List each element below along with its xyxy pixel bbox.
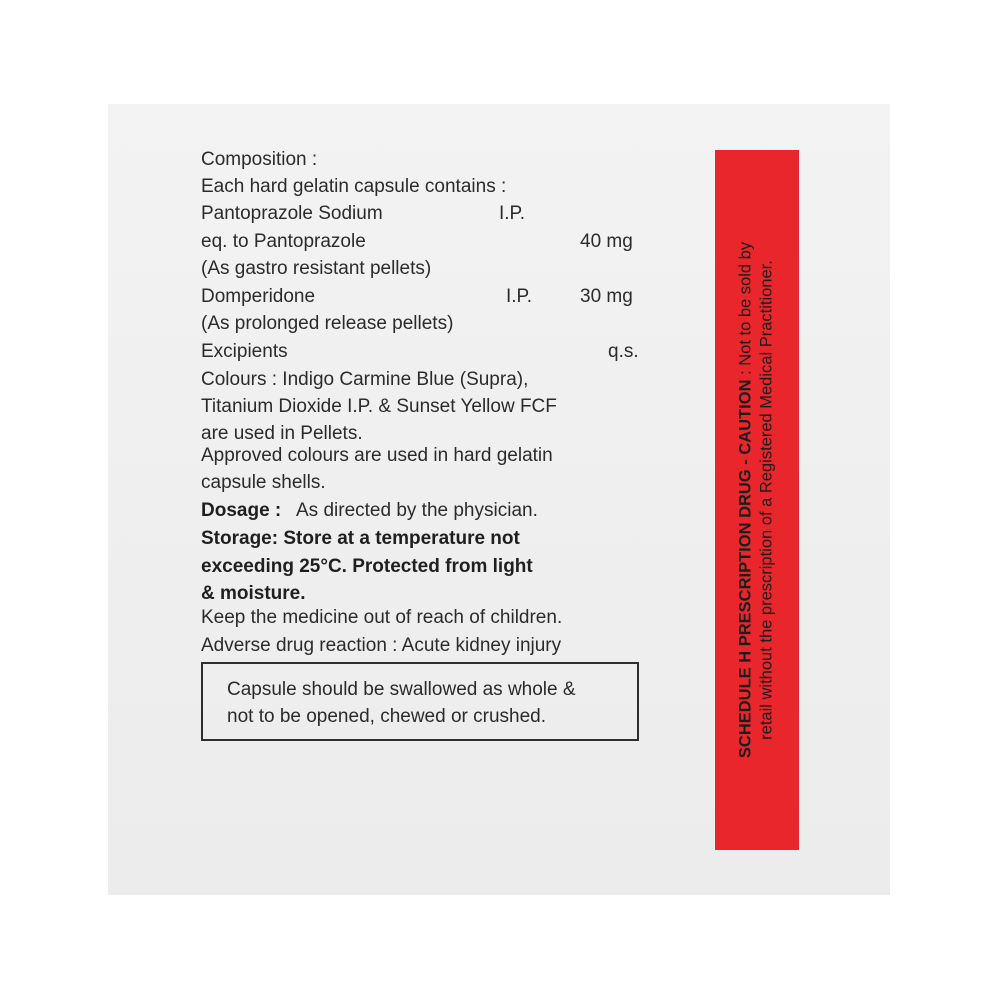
ingredient-grade: I.P.: [506, 286, 533, 307]
schedule-h-warning: [736, 150, 779, 850]
storage-line: & moisture.: [201, 583, 306, 604]
schedule-h-caution: : Not to be sold by: [736, 241, 755, 380]
composition-intro: Each hard gelatin capsule contains :: [201, 176, 507, 197]
ingredient-qty: q.s.: [608, 341, 639, 362]
ingredient-note: (As gastro resistant pellets): [201, 258, 432, 279]
keep-out-of-reach: Keep the medicine out of reach of children.: [201, 607, 563, 628]
storage-line: exceeding 25°C. Protected from light: [201, 556, 533, 577]
capsule-note-line: Capsule should be swallowed as whole &: [227, 679, 576, 700]
schedule-h-title: SCHEDULE H PRESCRIPTION DRUG - CAUTION: [736, 379, 755, 759]
ingredient-qty: 40 mg: [580, 231, 633, 252]
approved-colours-line: capsule shells.: [201, 472, 326, 493]
ingredient-name: Pantoprazole Sodium: [201, 203, 383, 224]
adverse-reaction: Adverse drug reaction : Acute kidney injury: [201, 635, 562, 656]
schedule-h-band: [715, 150, 799, 850]
ingredient-name: Excipients: [201, 341, 288, 362]
ingredient-name: eq. to Pantoprazole: [201, 231, 366, 252]
colours-line: Colours : Indigo Carmine Blue (Supra),: [201, 369, 529, 390]
ingredient-grade: I.P.: [499, 203, 526, 224]
ingredient-qty: 30 mg: [580, 286, 633, 307]
ingredient-note: (As prolonged release pellets): [201, 313, 454, 334]
composition-heading: Composition :: [201, 149, 318, 170]
dosage-text: As directed by the physician.: [296, 500, 538, 521]
dosage-label: Dosage :: [201, 500, 282, 521]
capsule-note-line: not to be opened, chewed or crushed.: [227, 706, 547, 727]
approved-colours-line: Approved colours are used in hard gelatin: [201, 445, 553, 466]
storage-line: Storage: Store at a temperature not: [201, 528, 520, 549]
colours-line: Titanium Dioxide I.P. & Sunset Yellow FCF: [201, 396, 557, 417]
colours-line: are used in Pellets.: [201, 423, 363, 444]
schedule-h-caution-line2: retail without the prescription of a Registered Medical Practitioner.: [758, 260, 776, 740]
capsule-note-box: [201, 662, 639, 741]
ingredient-name: Domperidone: [201, 286, 316, 307]
